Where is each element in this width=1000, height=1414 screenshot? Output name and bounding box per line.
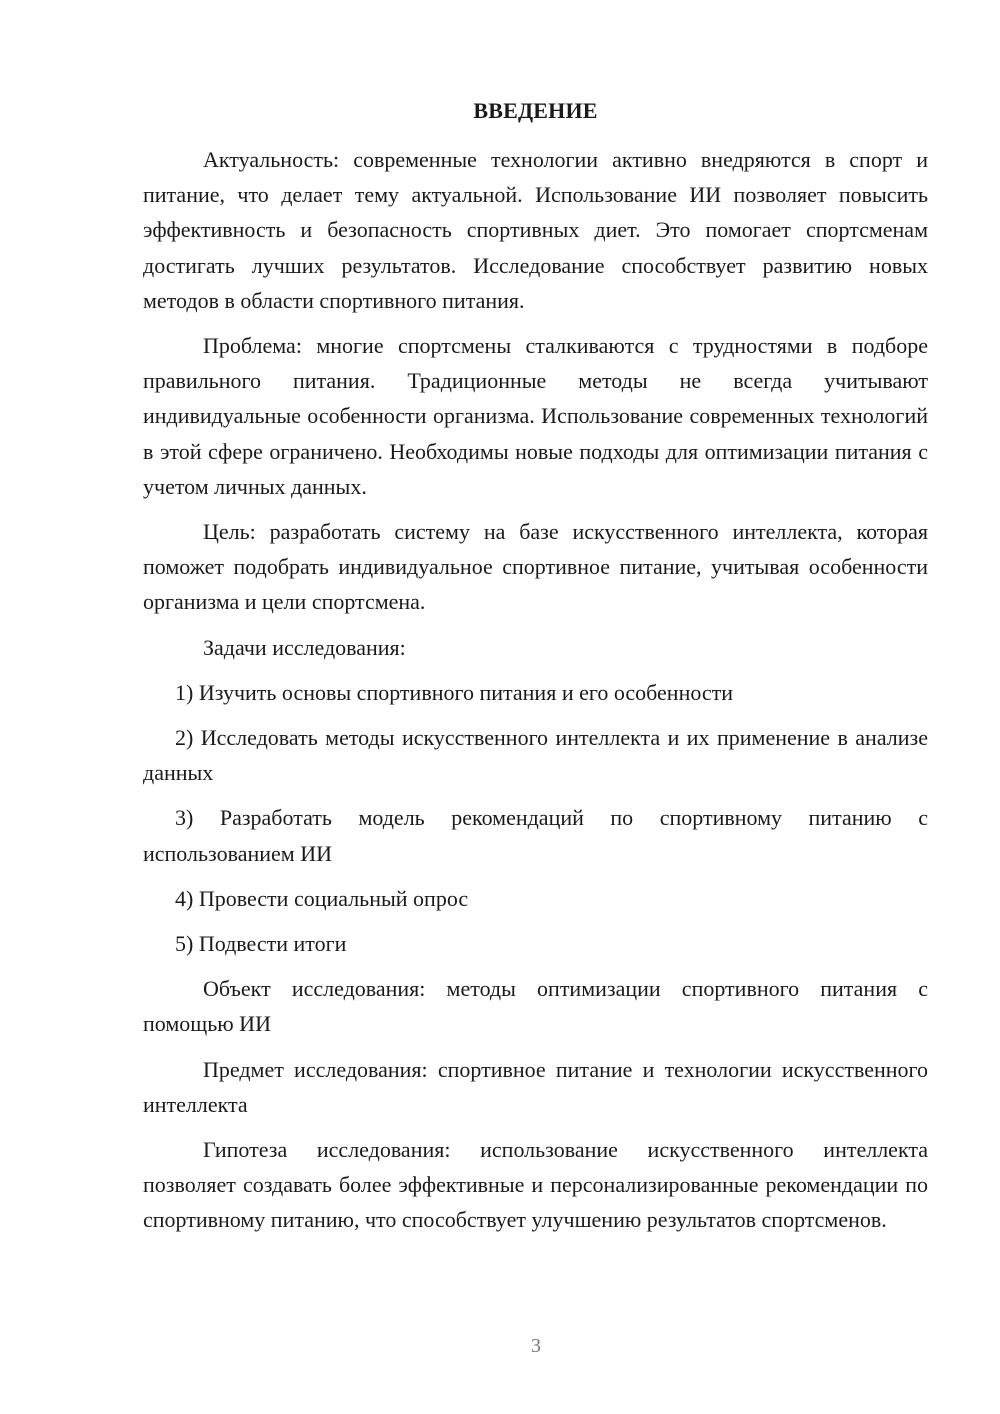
relevance-paragraph: Актуальность: современные технологии активно внедряются в спорт и питание, что делает тему актуальной. Использование ИИ позволяет повысить эффективность и безопасность спортивных диет. Это помогает спортсменам достигать лучших результатов. Исследование способствует развитию новых методов в области спортивного питания.: [143, 147, 928, 313]
task-item-2: 2) Исследовать методы искусственного интеллекта и их применение в анализе данных: [143, 725, 928, 786]
page-title: ВВЕДЕНИЕ: [473, 98, 598, 123]
task-item-4: 4) Провести социальный опрос: [175, 885, 469, 911]
goal-paragraph: Цель: разработать систему на базе искусственного интеллекта, которая поможет подобрать индивидуальное спортивное питание, учитывая особенности организма и цели спортсмена.: [143, 519, 928, 615]
object-paragraph: Объект исследования: методы оптимизации спортивного питания с помощью ИИ: [143, 976, 928, 1037]
problem-paragraph: Проблема: многие спортсмены сталкиваются с трудностями в подборе правильного питания. Традиционные методы не всегда учитывают индивидуальные особенности организма. Использование современных технологий в этой сфере ограничено. Необходимы новые подходы для оптимизации питания с учетом личных данных.: [143, 333, 928, 499]
tasks-heading: Задачи исследования:: [203, 634, 406, 660]
subject-paragraph: Предмет исследования: спортивное питание и технологии искусственного интеллекта: [143, 1056, 928, 1117]
task-item-1: 1) Изучить основы спортивного питания и его особенности: [175, 679, 734, 705]
task-item-5: 5) Подвести итоги: [175, 931, 347, 957]
hypothesis-paragraph: Гипотеза исследования: использование искусственного интеллекта позволяет создавать более эффективные и персонализированные рекомендации по спортивному питанию, что способствует улучшению результатов спортсменов.: [143, 1137, 928, 1233]
page-content: [143, 96, 928, 1248]
page-number: 3: [531, 1335, 541, 1357]
task-item-3: 3) Разработать модель рекомендаций по спортивному питанию с использованием ИИ: [143, 805, 928, 866]
